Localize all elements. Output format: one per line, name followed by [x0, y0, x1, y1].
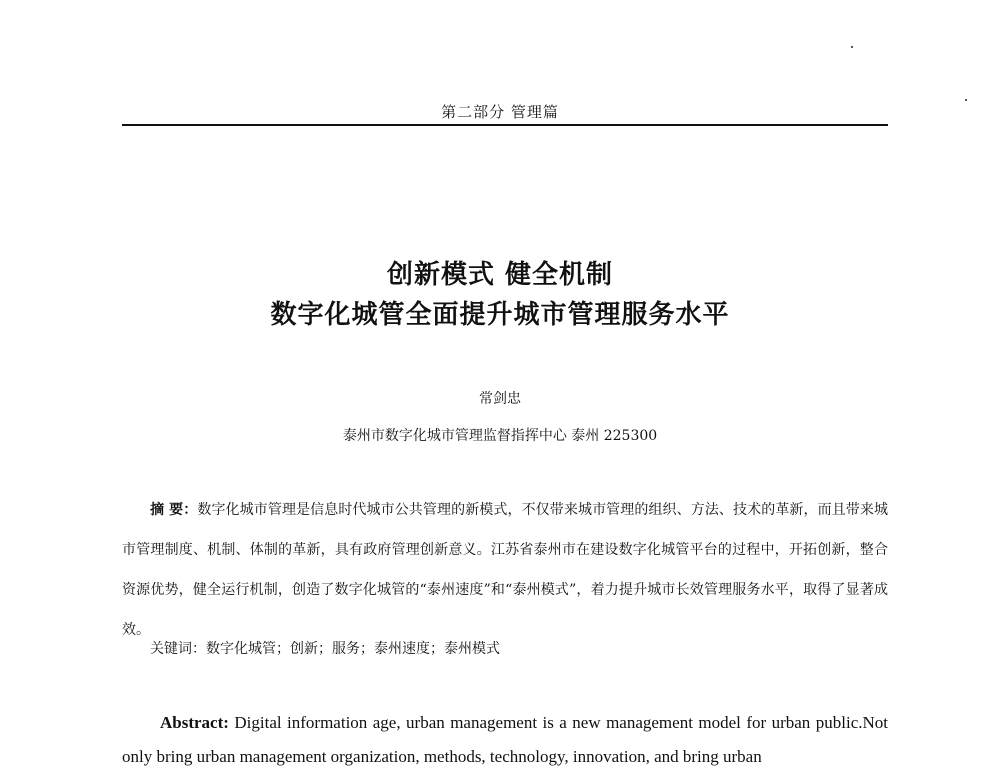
title-line-2: 数字化城管全面提升城市管理服务水平 [270, 300, 730, 330]
scan-speck [965, 99, 967, 101]
english-abstract-text: Digital information age, urban management is a new management model for urban public.Not only bring urban management organization, methods, technology, innovation, and bring urban [122, 713, 888, 766]
keywords-label: 关键词： [150, 641, 206, 657]
abstract-label: 摘 要： [150, 502, 198, 518]
abstract-text: 数字化城市管理是信息时代城市公共管理的新模式，不仅带来城市管理的组织、方法、技术的革新，而且带来城市管理制度、机制、体制的革新，具有政府管理创新意义。江苏省泰州市在建设数字化城管平台的过程中，开拓创新，整合资源优势，健全运行机制，创造了数字化城管的“泰州速度”和“泰州模式”，着力提升城市长效管理服务水平，取得了显著成效。 [122, 502, 888, 638]
keywords-text: 数字化城管；创新；服务；泰州速度；泰州模式 [206, 641, 500, 657]
english-abstract-label: Abstract: [160, 713, 229, 732]
scan-speck [851, 46, 853, 48]
title-line-1: 创新模式 健全机制 [386, 260, 614, 290]
running-header: 第二部分 管理篇 [441, 103, 559, 121]
author: 常剑忠 [479, 391, 521, 407]
chinese-abstract [122, 490, 888, 650]
keywords [150, 638, 500, 658]
header-rule [122, 124, 888, 126]
english-abstract [122, 706, 888, 774]
affiliation: 泰州市数字化城市管理监督指挥中心 泰州 225300 [342, 428, 658, 444]
